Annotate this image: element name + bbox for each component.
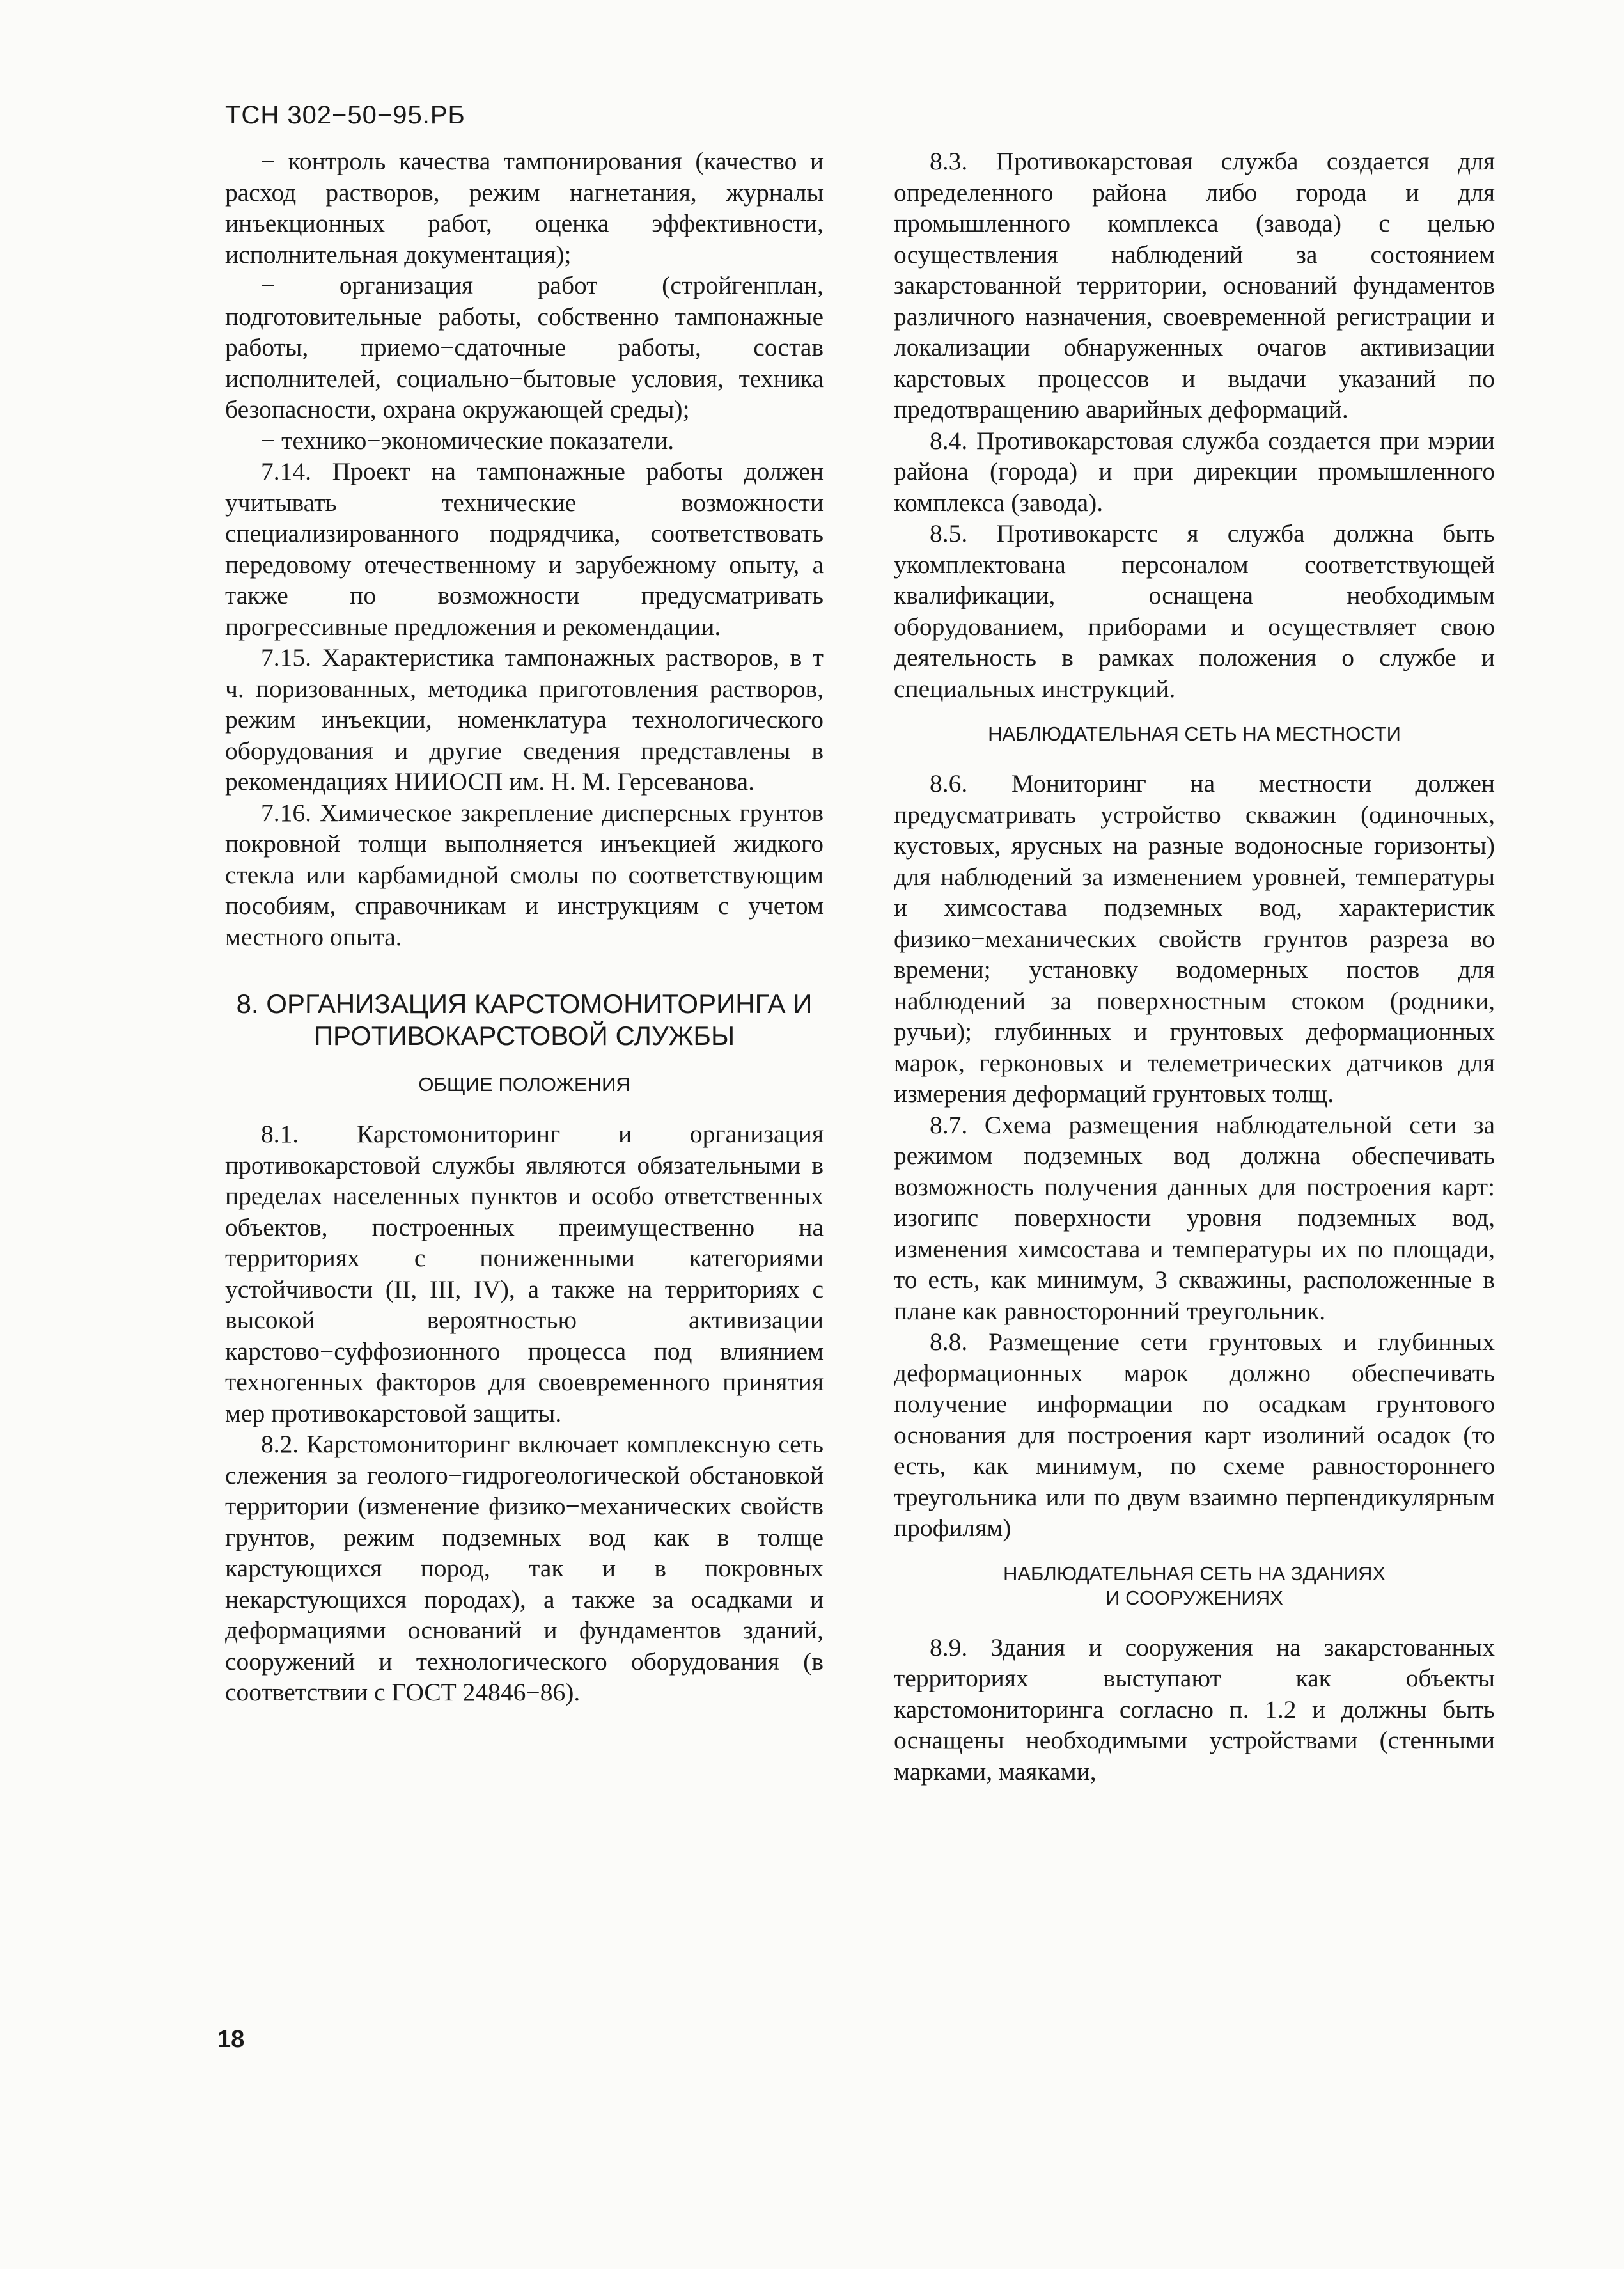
paragraph: 8.9. Здания и сооружения на закарстованных территориях выступают как объекты карстомониторинга согласно п. 1.2 и должны быть оснащены необходимыми устройствами (стенными марками, маяками, xyxy=(894,1633,1495,1786)
paragraph: − организация работ (стройгенплан, подготовительные работы, собственно тампонажные работы, приемо−сдаточные работы, состав исполнителей, социально−бытовые условия, техника безопасности, охрана окружающей среды); xyxy=(225,271,824,423)
paragraph: − технико−экономические показатели. xyxy=(261,426,675,455)
subsection-title xyxy=(894,1562,1495,1610)
paragraph: 8.5. Противокарстс я служба должна быть укомплектована персоналом соответствующей квалификации, оснащена необходимым оборудованием, приборами и осуществляет свою деятельность в рамках положения о службе и специальных инструкций. xyxy=(894,519,1495,703)
paragraph: 8.6. Мониторинг на местности должен предусматривать устройство скважин (одиночных, кустовых, ярусных на разные водоносные горизонты) для наблюдений за изменением уровней, температуры и химсостава подземных вод, характеристик физико−механических свойств грунтов разреза во времени; установку водомерных постов для наблюдений за поверхностным стоком (родники, ручьи); глубинных и грунтовых деформационных марок, герконовых и телеметрических датчиков для измерения деформаций грунтовых толщ. xyxy=(894,769,1495,1108)
paragraph: 8.1. Карстомониторинг и организация противокарстовой службы являются обязательными в пределах населенных пунктов и особо ответственных объектов, построенных преимущественно на территориях с пониженными категориями устойчивости (II, III, IV), а также на территориях с высокой вероятностью активизации карстово−суффозионного процесса под влиянием техногенных факторов для своевременного принятия мер противокарстовой защиты. xyxy=(225,1120,824,1427)
left-column xyxy=(225,146,824,1708)
document-code: ТСН 302−50−95.РБ xyxy=(225,101,465,129)
paragraph: 8.8. Размещение сети грунтовых и глубинных деформационных марок должно обеспечивать получение информации по осадкам грунтового основания для построения карт изолиний осадок (то есть, как минимум, по схеме равностороннего треугольника или по двум взаимно перпендикулярным профилям) xyxy=(894,1328,1495,1542)
paragraph: 8.3. Противокарстовая служба создается для определенного района либо города и для промышленного комплекса (завода) с целью осуществления наблюдений за состоянием закарстованной территории, оснований фундаментов различного назначения, своевременной регистрации и локализации обнаруженных очагов активизации карстовых процессов и выдачи указаний по предотвращению аварийных деформаций. xyxy=(894,147,1495,423)
paragraph: 8.4. Противокарстовая служба создается при мэрии района (города) и при дирекции промышленного комплекса (завода). xyxy=(894,426,1495,517)
section-title: 8. ОРГАНИЗАЦИЯ КАРСТОМОНИТОРИНГА И ПРОТИВОКАРСТОВОЙ СЛУЖБЫ xyxy=(236,989,813,1051)
paragraph: 7.14. Проект на тампонажные работы должен учитывать технические возможности специализированного подрядчика, соответствовать передовому отечественному и зарубежному опыту, а также по возможности предусматривать прогрессивные предложения и рекомендации. xyxy=(225,457,824,641)
subsection-title-line-2: И СООРУЖЕНИЯХ xyxy=(1105,1586,1283,1609)
paragraph: − контроль качества тампонирования (качество и расход растворов, режим нагнетания, журналы инъекционных работ, оценка эффективности, исполнительная документация); xyxy=(225,147,824,269)
subsection-title-line-1: НАБЛЮДАТЕЛЬНАЯ СЕТЬ НА ЗДАНИЯХ xyxy=(1003,1562,1386,1585)
subsection-title: ОБЩИЕ ПОЛОЖЕНИЯ xyxy=(418,1073,630,1095)
paragraph: 7.15. Характеристика тампонажных растворов, в т ч. поризованных, методика приготовления растворов, режим инъекции, номенклатура технологического оборудования и другие сведения представлены в рекомендациях НИИОСП им. Н. М. Герсеванова. xyxy=(225,643,824,796)
page-number: 18 xyxy=(217,2026,245,2053)
paragraph: 8.2. Карстомониторинг включает комплексную сеть слежения за геолого−гидрогеологической обстановкой территории (изменение физико−механических свойств грунтов, режим подземных вод как в толще карстующихся пород, так и в покровных некарстующихся породах), а также за осадками и деформациями оснований и фундаментов зданий, сооружений и технологического оборудования (в соответствии с ГОСТ 24846−86). xyxy=(225,1430,824,1706)
paragraph: 7.16. Химическое закрепление дисперсных грунтов покровной толщи выполняется инъекцией жидкого стекла или карбамидной смолы по соответствующим пособиям, справочникам и инструкциям с учетом местного опыта. xyxy=(225,798,824,951)
paragraph: 8.7. Схема размещения наблюдательной сети за режимом подземных вод должна обеспечивать возможность получения данных для построения карт: изогипс поверхности уровня подземных вод, изменения химсостава и температуры их по площади, то есть, как минимум, 3 скважины, расположенные в плане как равносторонний треугольник. xyxy=(894,1110,1495,1325)
subsection-title: НАБЛЮДАТЕЛЬНАЯ СЕТЬ НА МЕСТНОСТИ xyxy=(988,723,1401,745)
right-column xyxy=(894,146,1495,1787)
